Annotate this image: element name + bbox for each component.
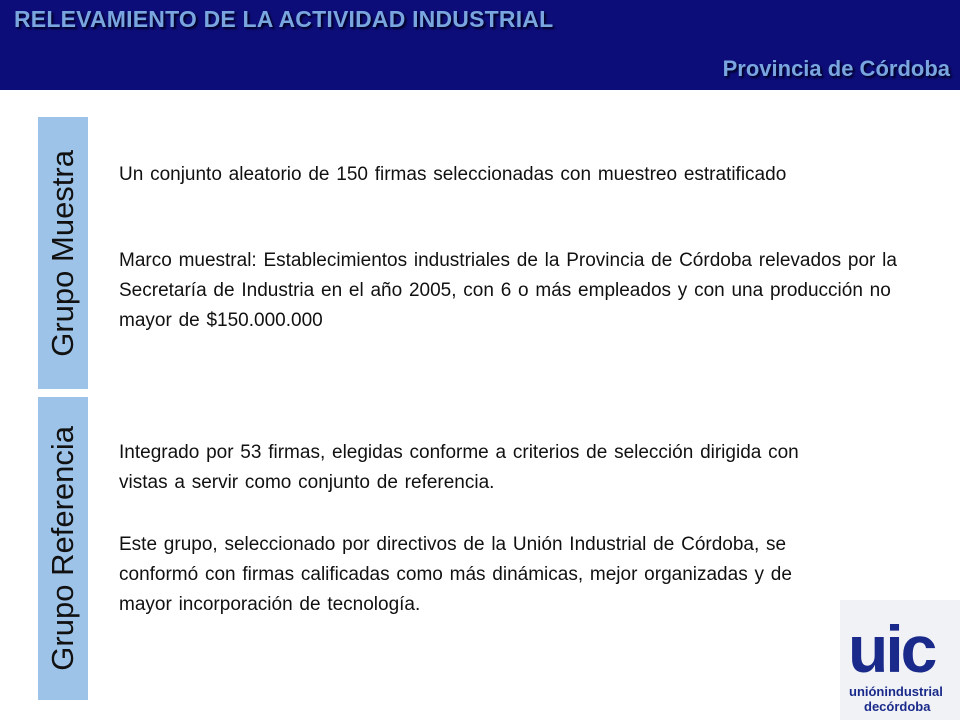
page-subtitle: Provincia de Córdoba: [722, 56, 950, 81]
group-label-muestra: [38, 117, 88, 389]
group-label-referencia: [38, 397, 88, 700]
uic-logo-mark: uic: [848, 612, 935, 686]
referencia-description: Integrado por 53 firmas, elegidas conforme a criterios de selección dirigida con vistas a servir como conjunto de referencia.: [119, 442, 799, 493]
muestra-description: Un conjunto aleatorio de 150 firmas seleccionadas con muestreo estratificado: [119, 164, 787, 185]
referencia-selection: Este grupo, seleccionado por directivos de la Unión Industrial de Córdoba, se conformó con firmas calificadas como más dinámicas, mejor organizadas y de mayor incorporación de tecnología.: [119, 534, 792, 615]
uic-logo-line2: decórdoba: [864, 699, 931, 714]
group-label-referencia-text: Grupo Referencia: [45, 426, 80, 671]
page-title: RELEVAMIENTO DE LA ACTIVIDAD INDUSTRIAL: [14, 6, 554, 32]
header-banner: [0, 0, 960, 90]
uic-logo-line1: uniónindustrial: [849, 684, 943, 699]
group-label-muestra-text: Grupo Muestra: [45, 149, 80, 357]
uic-logo: [840, 600, 960, 720]
muestra-sampling-frame: Marco muestral: Establecimientos industriales de la Provincia de Córdoba relevados por la Secretaría de Industria en el año 2005, con 6 o más empleados y con una producción no mayor de $150.000.000: [119, 250, 897, 331]
